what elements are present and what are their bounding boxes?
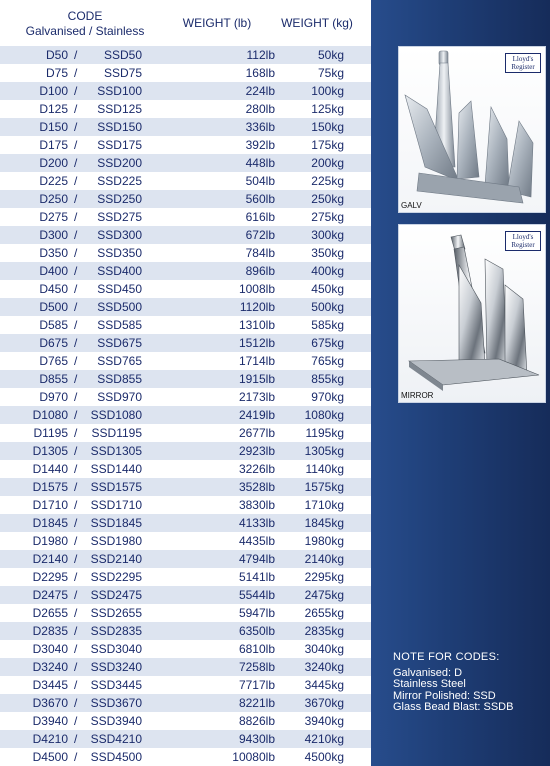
table-row — [0, 316, 371, 334]
lloyds-badge-line1: Lloyd's — [512, 55, 534, 63]
weight-kg: 225kg — [311, 174, 344, 188]
code-separator: / — [74, 156, 78, 170]
weight-lb: 6810lb — [238, 642, 275, 656]
stainless-code: SSD3445 — [90, 678, 142, 692]
table-row — [0, 46, 371, 64]
table-row — [0, 370, 371, 388]
stainless-code: SSD1710 — [90, 498, 142, 512]
galvanised-code: D1710 — [32, 498, 68, 512]
weight-lb: 3528lb — [238, 480, 275, 494]
stainless-code: SSD4210 — [90, 732, 142, 746]
galvanised-code: D350 — [39, 246, 68, 260]
galvanised-code: D1195 — [33, 426, 68, 440]
weight-lb: 6350lb — [238, 624, 275, 638]
weight-kg: 75kg — [317, 66, 344, 80]
code-separator: / — [74, 318, 78, 332]
code-separator: / — [74, 210, 78, 224]
weight-kg: 500kg — [311, 300, 344, 314]
table-row — [0, 712, 371, 730]
stainless-code: SSD4500 — [90, 750, 142, 764]
weight-kg: 2475kg — [304, 588, 344, 602]
weight-lb-header: WEIGHT (lb) — [182, 16, 252, 30]
weight-lb: 560lb — [245, 192, 275, 206]
code-separator: / — [74, 66, 78, 80]
table-row — [0, 244, 371, 262]
galvanised-code: D675 — [39, 336, 68, 350]
table-row — [0, 568, 371, 586]
stainless-code: SSD100 — [97, 84, 142, 98]
code-separator: / — [74, 354, 78, 368]
code-separator: / — [74, 660, 78, 674]
galvanised-code: D400 — [39, 264, 68, 278]
weight-lb: 3226lb — [238, 462, 275, 476]
lloyds-badge-line2: Register — [511, 241, 535, 249]
table-row — [0, 262, 371, 280]
galvanised-code: D275 — [39, 210, 68, 224]
galvanised-code: D2475 — [32, 588, 68, 602]
weight-kg: 3240kg — [304, 660, 344, 674]
weight-lb: 1714lb — [238, 354, 275, 368]
code-separator: / — [74, 102, 78, 116]
weight-lb: 8826lb — [238, 714, 275, 728]
code-separator: / — [74, 624, 78, 638]
code-separator: / — [74, 264, 78, 278]
weight-lb: 5141lb — [238, 570, 275, 584]
weight-kg: 1305kg — [304, 444, 344, 458]
weight-kg: 150kg — [311, 120, 344, 134]
galv-caption: GALV — [401, 201, 422, 210]
table-row — [0, 586, 371, 604]
stainless-code: SSD970 — [97, 390, 142, 404]
note-line: Stainless Steel — [393, 678, 466, 690]
table-row — [0, 496, 371, 514]
stainless-code: SSD200 — [97, 156, 142, 170]
weight-kg: 855kg — [311, 372, 344, 386]
weight-kg: 1845kg — [304, 516, 344, 530]
galvanised-code: D3670 — [32, 696, 68, 710]
weight-lb: 112lb — [246, 48, 275, 62]
weight-kg: 1980kg — [304, 534, 344, 548]
code-separator: / — [74, 606, 78, 620]
code-header-line1: CODE — [67, 9, 103, 23]
galvanised-code: D125 — [39, 102, 68, 116]
weight-lb: 7717lb — [238, 678, 275, 692]
weight-lb: 2173lb — [238, 390, 275, 404]
code-separator: / — [74, 120, 78, 134]
galvanised-code: D1845 — [32, 516, 68, 530]
weight-kg: 3445kg — [304, 678, 344, 692]
galvanised-code: D1440 — [32, 462, 68, 476]
weight-lb: 7258lb — [238, 660, 275, 674]
weight-lb: 448lb — [245, 156, 275, 170]
note-line: Glass Bead Blast: SSDB — [393, 701, 514, 713]
table-row — [0, 676, 371, 694]
stainless-code: SSD855 — [97, 372, 142, 386]
table-row — [0, 658, 371, 676]
weight-lb: 1120lb — [239, 300, 275, 314]
weight-kg: 4500kg — [304, 750, 344, 764]
galvanised-code: D300 — [39, 228, 68, 242]
table-row — [0, 406, 371, 424]
stainless-code: SSD1980 — [90, 534, 142, 548]
stainless-code: SSD1845 — [90, 516, 142, 530]
stainless-code: SSD3240 — [90, 660, 142, 674]
stainless-code: SSD2475 — [90, 588, 142, 602]
code-column-header — [0, 9, 170, 39]
table-row — [0, 64, 371, 82]
stainless-code: SSD1575 — [90, 480, 142, 494]
note-line: Galvanised: D — [393, 666, 463, 679]
lloyds-badge-line2: Register — [511, 63, 535, 71]
stainless-code: SSD350 — [97, 246, 142, 260]
stainless-code: SSD300 — [97, 228, 142, 242]
code-separator: / — [74, 480, 78, 494]
table-row — [0, 730, 371, 748]
code-separator: / — [74, 48, 78, 62]
weight-lb: 2677lb — [238, 426, 275, 440]
stainless-code: SSD585 — [97, 318, 142, 332]
weight-lb: 224lb — [245, 84, 275, 98]
galvanised-code: D150 — [39, 120, 68, 134]
galvanised-code: D1980 — [32, 534, 68, 548]
weight-kg: 3040kg — [304, 642, 344, 656]
code-notes — [393, 652, 548, 714]
table-row — [0, 136, 371, 154]
weight-kg: 175kg — [311, 138, 344, 152]
mirror-anchor-photo — [398, 224, 546, 403]
stainless-code: SSD2295 — [90, 570, 142, 584]
galvanised-code: D1305 — [32, 444, 68, 458]
table-row — [0, 226, 371, 244]
weight-kg-header: WEIGHT (kg) — [281, 16, 353, 30]
stainless-code: SSD3670 — [90, 696, 142, 710]
galvanised-code: D100 — [39, 84, 68, 98]
table-row — [0, 622, 371, 640]
code-separator: / — [74, 426, 78, 440]
weight-kg: 50kg — [317, 48, 344, 62]
galvanised-code: D450 — [39, 282, 68, 296]
galvanised-anchor-photo — [398, 46, 546, 213]
weight-lb: 504lb — [245, 174, 275, 188]
stainless-code: SSD765 — [97, 354, 142, 368]
weight-kg: 200kg — [311, 156, 344, 170]
code-separator: / — [74, 534, 78, 548]
galvanised-code: D1080 — [32, 408, 68, 422]
code-separator: / — [74, 516, 78, 530]
weight-kg: 3670kg — [304, 696, 344, 710]
table-row — [0, 388, 371, 406]
weight-kg: 1080kg — [304, 408, 344, 422]
galvanised-code: D1575 — [32, 480, 68, 494]
galvanised-code: D4210 — [32, 732, 68, 746]
stainless-code: SSD1195 — [91, 426, 142, 440]
table-row — [0, 424, 371, 442]
weight-kg: 400kg — [311, 264, 344, 278]
galvanised-code: D225 — [39, 174, 68, 188]
mirror-anchor-illustration — [399, 225, 545, 402]
weight-lb: 1310lb — [238, 318, 275, 332]
table-row — [0, 334, 371, 352]
stainless-code: SSD400 — [97, 264, 142, 278]
table-row — [0, 532, 371, 550]
table-row — [0, 352, 371, 370]
weight-lb: 1512lb — [238, 336, 275, 350]
weight-kg: 4210kg — [304, 732, 344, 746]
note-line: Mirror Polished: SSD — [393, 689, 496, 702]
code-separator: / — [74, 678, 78, 692]
stainless-code: SSD1305 — [90, 444, 142, 458]
table-row — [0, 190, 371, 208]
code-separator: / — [74, 462, 78, 476]
galvanised-code: D2295 — [32, 570, 68, 584]
code-separator: / — [74, 552, 78, 566]
stainless-code: SSD1440 — [90, 462, 142, 476]
weight-kg: 275kg — [311, 210, 344, 224]
weight-lb: 8221lb — [238, 696, 275, 710]
lloyds-register-badge — [505, 53, 541, 73]
weight-lb: 392lb — [245, 138, 275, 152]
galvanised-code: D200 — [39, 156, 68, 170]
table-row — [0, 694, 371, 712]
table-body — [0, 46, 371, 766]
code-separator: / — [74, 84, 78, 98]
weight-lb: 336lb — [245, 120, 275, 134]
stainless-code: SSD500 — [97, 300, 142, 314]
weight-lb: 4794lb — [238, 552, 275, 566]
weight-kg: 450kg — [311, 282, 344, 296]
weight-kg: 2295kg — [304, 570, 344, 584]
table-row — [0, 154, 371, 172]
weight-kg: 1140kg — [305, 462, 344, 476]
weight-kg: 100kg — [311, 84, 344, 98]
weight-kg: 3940kg — [304, 714, 344, 728]
galvanised-code: D585 — [39, 318, 68, 332]
weight-lb: 896lb — [245, 264, 275, 278]
weight-kg: 2835kg — [304, 624, 344, 638]
stainless-code: SSD450 — [97, 282, 142, 296]
weight-kg: 1195kg — [305, 426, 344, 440]
galvanised-code: D2835 — [32, 624, 68, 638]
stainless-code: SSD2835 — [90, 624, 142, 638]
code-separator: / — [74, 696, 78, 710]
weight-lb: 5544lb — [238, 588, 275, 602]
lloyds-badge-line1: Lloyd's — [512, 233, 534, 241]
table-row — [0, 514, 371, 532]
stainless-code: SSD50 — [103, 48, 142, 62]
code-separator: / — [74, 282, 78, 296]
weight-lb: 784lb — [245, 246, 275, 260]
weight-lb: 1008lb — [238, 282, 275, 296]
weight-lb: 4133lb — [238, 516, 275, 530]
stainless-code: SSD2140 — [90, 552, 142, 566]
galvanised-code: D3040 — [32, 642, 68, 656]
weight-kg: 2655kg — [304, 606, 344, 620]
galvanised-code: D250 — [39, 192, 68, 206]
code-separator: / — [74, 732, 78, 746]
code-separator: / — [74, 138, 78, 152]
stainless-code: SSD175 — [97, 138, 142, 152]
weight-lb: 168lb — [245, 66, 275, 80]
galvanised-code: D50 — [45, 48, 68, 62]
weight-kg: 250kg — [311, 192, 344, 206]
code-separator: / — [74, 570, 78, 584]
code-separator: / — [74, 192, 78, 206]
code-separator: / — [74, 750, 78, 764]
weight-lb: 2419lb — [238, 408, 275, 422]
stainless-code: SSD75 — [103, 66, 142, 80]
stainless-code: SSD275 — [97, 210, 142, 224]
stainless-code: SSD250 — [97, 192, 142, 206]
code-separator: / — [74, 336, 78, 350]
galvanised-code: D4500 — [32, 750, 68, 764]
stainless-code: SSD3040 — [90, 642, 142, 656]
galvanised-code: D2140 — [32, 552, 68, 566]
weight-lb: 616lb — [245, 210, 275, 224]
table-row — [0, 118, 371, 136]
table-row — [0, 280, 371, 298]
table-row — [0, 172, 371, 190]
lloyds-register-badge — [505, 231, 541, 251]
galvanised-code: D3940 — [32, 714, 68, 728]
weight-lb: 280lb — [245, 102, 275, 116]
weight-kg: 765kg — [311, 354, 344, 368]
code-separator: / — [74, 588, 78, 602]
weight-lb: 2923lb — [238, 444, 275, 458]
mirror-caption: MIRROR — [401, 391, 434, 400]
weight-kg: 125kg — [311, 102, 344, 116]
weight-kg: 1575kg — [304, 480, 344, 494]
galvanised-code: D970 — [39, 390, 68, 404]
weight-lb: 5947lb — [238, 606, 275, 620]
code-separator: / — [74, 714, 78, 728]
weight-kg: 675kg — [311, 336, 344, 350]
table-row — [0, 100, 371, 118]
table-row — [0, 478, 371, 496]
galvanised-code: D765 — [39, 354, 68, 368]
table-row — [0, 604, 371, 622]
stainless-code: SSD150 — [97, 120, 142, 134]
code-separator: / — [74, 228, 78, 242]
galvanised-code: D3445 — [32, 678, 68, 692]
galvanised-code: D855 — [39, 372, 68, 386]
stainless-code: SSD2655 — [90, 606, 142, 620]
note-title: NOTE FOR CODES: — [393, 651, 500, 663]
code-separator: / — [74, 642, 78, 656]
code-separator: / — [74, 444, 78, 458]
weight-kg: 1710kg — [304, 498, 344, 512]
stainless-code: SSD125 — [97, 102, 142, 116]
table-row — [0, 550, 371, 568]
table-row — [0, 442, 371, 460]
code-separator: / — [74, 498, 78, 512]
table-row — [0, 298, 371, 316]
weight-lb: 672lb — [245, 228, 275, 242]
table-row — [0, 748, 371, 766]
weight-lb: 4435lb — [238, 534, 275, 548]
code-separator: / — [74, 174, 78, 188]
table-row — [0, 82, 371, 100]
weight-lb: 9430lb — [238, 732, 275, 746]
weight-lb: 3830lb — [238, 498, 275, 512]
stainless-code: SSD1080 — [90, 408, 142, 422]
code-header-line2: Galvanised / Stainless — [25, 24, 145, 38]
weight-kg: 350kg — [311, 246, 344, 260]
weight-kg: 970kg — [311, 390, 344, 404]
code-separator: / — [74, 300, 78, 314]
table-row — [0, 208, 371, 226]
stainless-code: SSD225 — [97, 174, 142, 188]
code-separator: / — [74, 408, 78, 422]
code-separator: / — [74, 246, 78, 260]
code-separator: / — [74, 372, 78, 386]
weight-kg: 2140kg — [304, 552, 344, 566]
galvanised-code: D500 — [39, 300, 68, 314]
galvanised-code: D175 — [39, 138, 68, 152]
weight-lb: 1915lb — [238, 372, 275, 386]
table-row — [0, 640, 371, 658]
code-separator: / — [74, 390, 78, 404]
galvanised-code: D75 — [45, 66, 68, 80]
galvanised-code: D3240 — [32, 660, 68, 674]
table-row — [0, 460, 371, 478]
weight-kg: 585kg — [311, 318, 344, 332]
weight-kg: 300kg — [311, 228, 344, 242]
weight-lb: 10080lb — [232, 750, 275, 764]
stainless-code: SSD3940 — [90, 714, 142, 728]
stainless-code: SSD675 — [97, 336, 142, 350]
galvanised-code: D2655 — [32, 606, 68, 620]
